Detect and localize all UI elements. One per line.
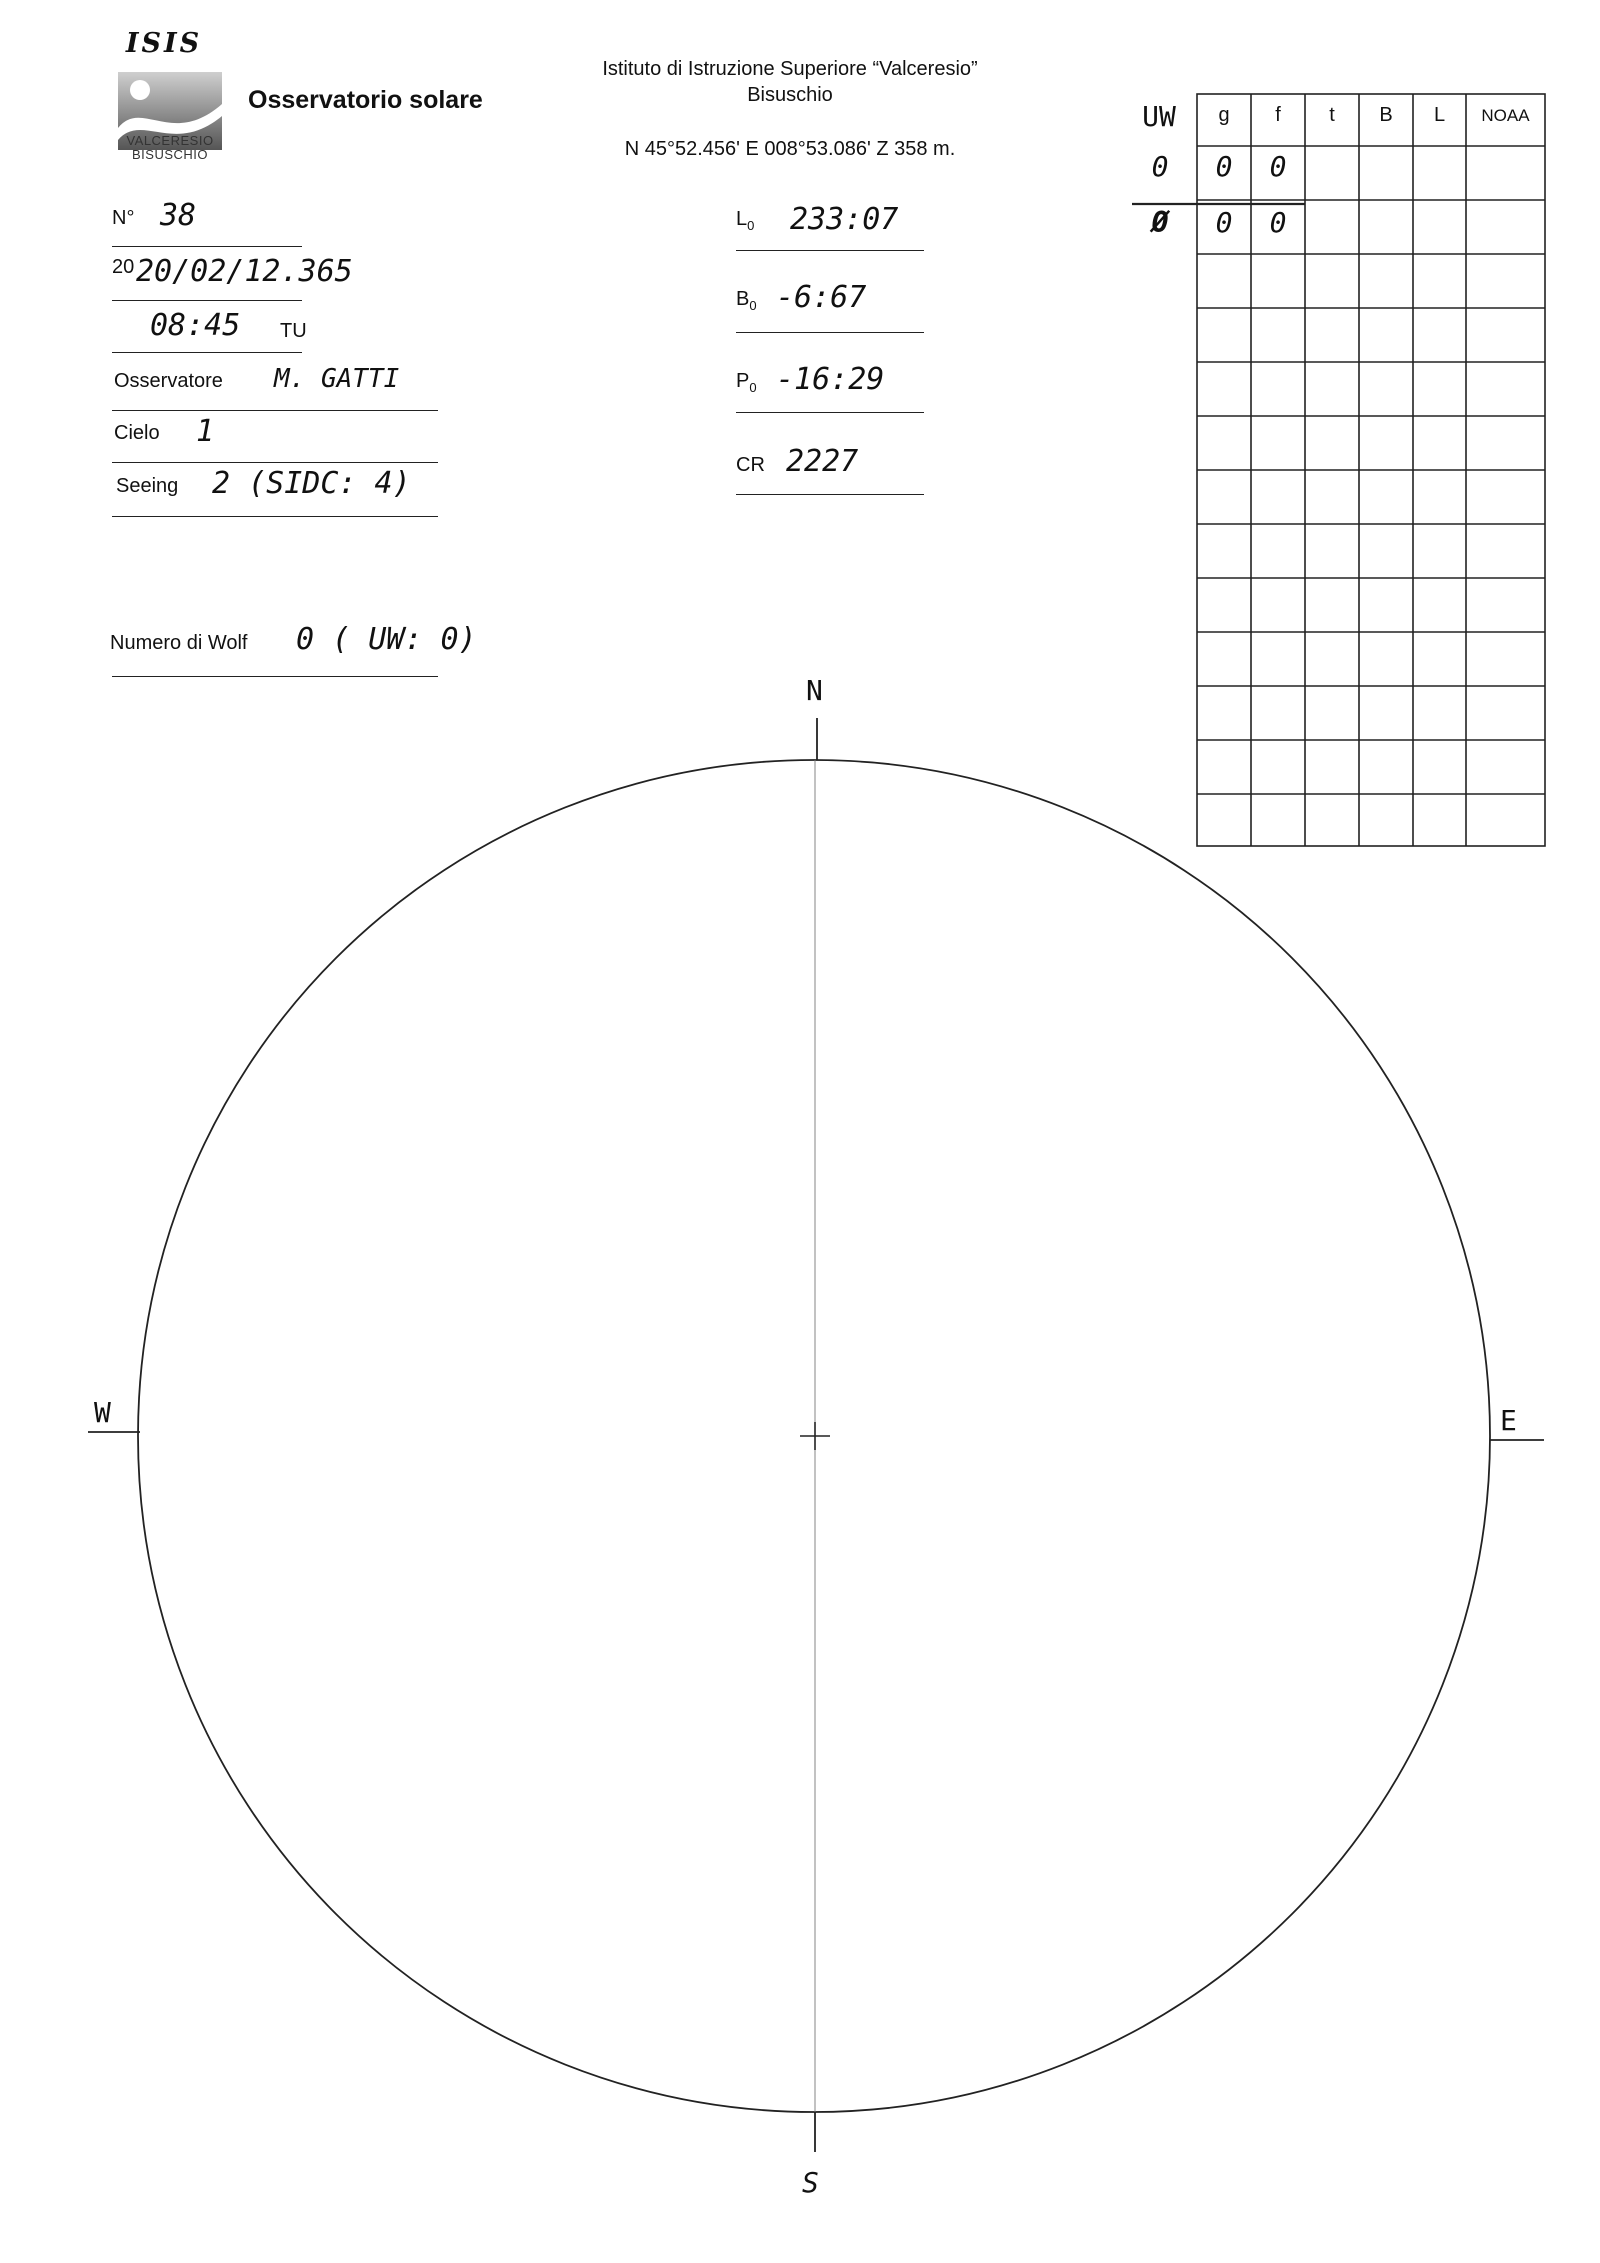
- seeing-label: Seeing: [116, 475, 179, 497]
- L0-value: 233:07: [790, 202, 899, 237]
- P0-value: -16:29: [776, 362, 885, 397]
- time-unit: TU: [280, 320, 307, 342]
- table-header-B: B: [1379, 104, 1393, 126]
- table-header-g: g: [1218, 104, 1230, 126]
- table-row-1-f: 0: [1269, 150, 1287, 183]
- CR-label: CR: [736, 454, 765, 476]
- B0-label: $B_0$: [736, 288, 757, 313]
- table-header-noaa: NOAA: [1481, 106, 1530, 125]
- institute-town: Bisuschio: [747, 84, 833, 106]
- sheet-number: 38: [160, 198, 197, 233]
- carrington-rotation: 2227: [786, 444, 859, 479]
- observatory-title: Osservatorio solare: [248, 86, 483, 114]
- table-header-t: t: [1329, 104, 1335, 126]
- table-header-L: L: [1433, 104, 1446, 126]
- sky-label: Cielo: [114, 422, 160, 444]
- seeing-value: 2 (SIDC: 4): [212, 466, 411, 501]
- table-row-1-g: 0: [1215, 150, 1233, 183]
- table-row-2-f: 0: [1269, 206, 1287, 239]
- wolf-number: 0 ( UW: 0): [296, 622, 477, 657]
- number-label: N°: [112, 207, 135, 229]
- table-row-2-g: 0: [1215, 206, 1233, 239]
- table-row-2-uw: Ø: [1151, 206, 1169, 239]
- logo-caption: VALCERESIO: [126, 133, 214, 148]
- table-row-1-uw: 0: [1151, 150, 1169, 183]
- compass-east: E: [1500, 1404, 1517, 1437]
- table-header-f: f: [1275, 104, 1281, 126]
- institute-line: Istituto di Istruzione Superiore “Valceresio”: [602, 58, 978, 80]
- sky-value: 1: [196, 414, 215, 449]
- observation-date: 20/02/12.365: [136, 254, 353, 289]
- P0-label: $P_0$: [736, 370, 757, 395]
- observer-name: M. GATTI: [274, 364, 400, 394]
- logo-caption-town: BISUSCHIO: [131, 147, 208, 162]
- B0-value: -6:67: [776, 280, 867, 315]
- compass-north: N: [806, 674, 823, 707]
- wolf-label: Numero di Wolf: [110, 632, 248, 654]
- compass-west: W: [94, 1396, 111, 1429]
- date-prefix: 20: [112, 256, 135, 278]
- table-header-uw: UW: [1142, 100, 1176, 133]
- compass-south: S: [802, 2166, 819, 2199]
- observatory-coordinates: N 45°52.456' E 008°53.086' Z 358 m.: [624, 138, 956, 160]
- logo-wordmark: ISIS: [125, 28, 203, 59]
- observation-time: 08:45: [150, 308, 241, 343]
- L0-label: $L_0$: [736, 208, 755, 233]
- observer-label: Osservatore: [114, 370, 223, 392]
